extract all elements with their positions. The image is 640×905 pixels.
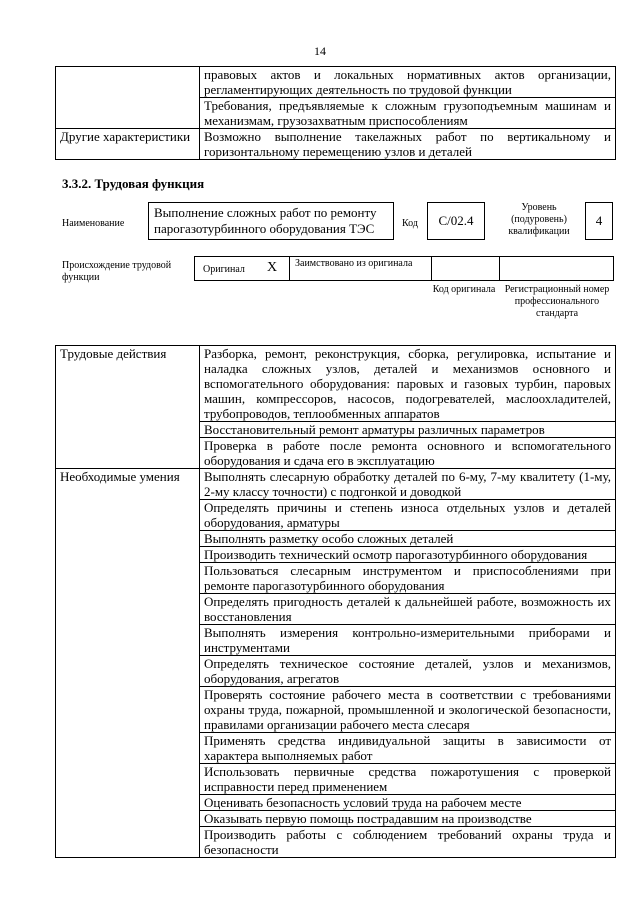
table-cell: Производить работы с соблюдением требований охраны труда и безопасности	[200, 827, 616, 858]
level-value: 4	[595, 213, 603, 228]
table-cell: Выполнять слесарную обработку деталей по 6-му, 7-му квалитету (1-му, 2-му классу точности) с подгонкой и доводкой	[200, 469, 616, 500]
table-cell: Использовать первичные средства пожаротушения с проверкой исправности перед применением	[200, 764, 616, 795]
table-cell: Проверять состояние рабочего места в соответствии с требованиями охраны труда, пожарной, промышленной и экологической безопасности, правилами организации рабочего места слесаря	[200, 687, 616, 733]
crane-requirements-text: Требования, предъявляемые к сложным грузоподъемным машинам и механизмам, грузозахватным приспособлениям	[200, 98, 616, 129]
code-box	[427, 202, 485, 240]
table-cell: Оказывать первую помощь пострадавшим на производстве	[200, 811, 616, 827]
table-cell: Определять техническое состояние деталей, узлов и механизмов, оборудования, агрегатов	[200, 656, 616, 687]
code-label: Код	[402, 218, 418, 229]
code-value: С/02.4	[438, 213, 474, 228]
table-row	[56, 67, 616, 98]
code-original-caption: Код оригинала	[432, 284, 496, 295]
origin-boxes	[194, 256, 614, 281]
original-mark: X	[267, 260, 278, 275]
origin-label: Происхождение трудовой функции	[62, 260, 172, 283]
function-name-box	[148, 202, 394, 240]
function-name-text: Выполнение сложных работ по ремонту парогазотурбинного оборудования ТЭС	[154, 205, 377, 236]
top-characteristics-table	[55, 66, 616, 160]
table-cell: Определять пригодность деталей к дальнейшей работе, возможность их восстановления	[200, 594, 616, 625]
table-row	[56, 469, 616, 500]
table-cell: Пользоваться слесарным инструментом и приспособлениями при ремонте парогазотурбинного оборудования	[200, 563, 616, 594]
name-label: Наименование	[62, 218, 125, 229]
labor-actions-table	[55, 345, 616, 858]
page-number: 14	[314, 44, 326, 58]
table-cell: Производить технический осмотр парогазотурбинного оборудования	[200, 547, 616, 563]
borrowed-label: Заимствовано из оригинала	[295, 258, 413, 269]
reg-number-caption: Регистрационный номер профессионального стандарта	[504, 284, 610, 319]
table-cell: Восстановительный ремонт арматуры различных параметров	[200, 422, 616, 438]
original-label: Оригинал	[203, 264, 245, 275]
table-cell: Разборка, ремонт, реконструкция, сборка, регулировка, испытание и наладка сложных узлов, деталей и механизмов основного и вспомогательного оборудования: паровых и газовых турбин, паровых машин, компрессоров, насосов, подогревателей, маслоохладителей, трубопроводов, теплообменных аппаратов	[200, 346, 616, 422]
table-row	[56, 129, 616, 160]
table-cell: Оценивать безопасность условий труда на рабочем месте	[200, 795, 616, 811]
labor-actions-label: Трудовые действия	[56, 346, 200, 469]
table-row	[56, 346, 616, 422]
table-cell: Определять причины и степень износа отдельных узлов и деталей оборудования, арматуры	[200, 500, 616, 531]
skills-label: Необходимые умения	[56, 469, 200, 858]
norms-text: правовых актов и локальных нормативных актов организации, регламентирующих деятельность по трудовой функции	[200, 67, 616, 98]
level-box	[585, 202, 613, 240]
other-characteristics-value: Возможно выполнение такелажных работ по вертикальному и горизонтальному перемещению узлов и деталей	[200, 129, 616, 160]
level-label: Уровень (подуровень) квалификации	[508, 202, 570, 237]
other-characteristics-label: Другие характеристики	[56, 129, 200, 160]
table-cell: Проверка в работе после ремонта основного и вспомогательного оборудования и сдача его в эксплуатацию	[200, 438, 616, 469]
section-title: 3.3.2. Трудовая функция	[62, 176, 205, 191]
table-cell: Выполнять разметку особо сложных деталей	[200, 531, 616, 547]
empty-label-cell	[56, 67, 200, 129]
table-cell: Применять средства индивидуальной защиты в зависимости от характера выполняемых работ	[200, 733, 616, 764]
table-cell: Выполнять измерения контрольно-измерительными приборами и инструментами	[200, 625, 616, 656]
